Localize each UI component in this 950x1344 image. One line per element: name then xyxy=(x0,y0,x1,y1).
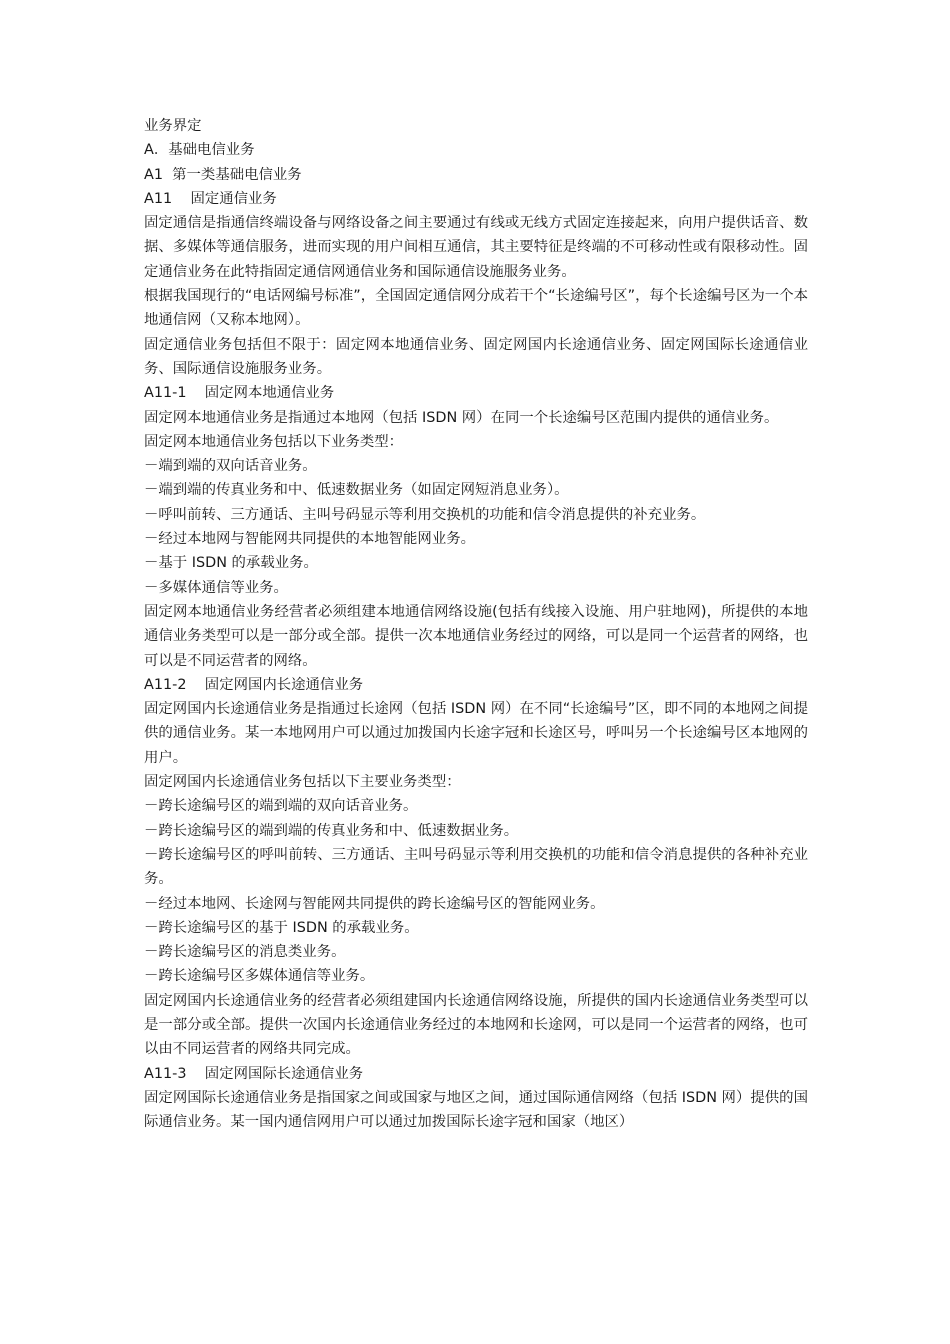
paragraph: 固定网国际长途通信业务是指国家之间或国家与地区之间，通过国际通信网络（包括 ISDN 网）提供的国际通信业务。某一国内通信网用户可以通过加拨国际长途字冠和国家（地区） xyxy=(144,1089,808,1131)
paragraph: 固定网国内长途通信业务包括以下主要业务类型： xyxy=(144,774,461,791)
paragraph: 根据我国现行的“电话网编号标准”，全国固定通信网分成若干个“长途编号区”，每个长途编号区为一个本地通信网（又称本地网）。 xyxy=(144,288,808,329)
list-item: －经过本地网、长途网与智能网共同提供的跨长途编号区的智能网业务。 xyxy=(144,895,605,912)
paragraph: 固定网本地通信业务经营者必须组建本地通信网络设施(包括有线接入设施、用户驻地网)，所提供的本地通信业务类型可以是一部分或全部。提供一次本地通信业务经过的网络，可以是同一个运营者的网络，也可以是不同运营者的网络。 xyxy=(144,603,808,669)
section-heading-a11-3: A11-3 固定网国际长途通信业务 xyxy=(144,1065,364,1082)
list-item: －端到端的双向话音业务。 xyxy=(144,458,317,475)
section-heading-a11-1: A11-1 固定网本地通信业务 xyxy=(144,385,335,402)
list-item: －呼叫前转、三方通话、主叫号码显示等利用交换机的功能和信令消息提供的补充业务。 xyxy=(144,506,706,523)
list-item: －跨长途编号区的消息类业务。 xyxy=(144,944,346,961)
paragraph: 固定通信业务包括但不限于：固定网本地通信业务、固定网国内长途通信业务、固定网国际长途通信业务、国际通信设施服务业务。 xyxy=(144,336,808,377)
section-heading-a11-2: A11-2 固定网国内长途通信业务 xyxy=(144,676,364,693)
list-item: －多媒体通信等业务。 xyxy=(144,579,288,596)
section-heading-a11: A11 固定通信业务 xyxy=(144,190,277,207)
paragraph: 固定网国内长途通信业务的经营者必须组建国内长途通信网络设施，所提供的国内长途通信业务类型可以是一部分或全部。提供一次国内长途通信业务经过的本地网和长途网，可以是同一个运营者的网络，也可以由不同运营者的网络共同完成。 xyxy=(144,992,808,1058)
list-item: －基于 ISDN 的承载业务。 xyxy=(144,555,318,572)
list-item: －跨长途编号区的端到端的双向话音业务。 xyxy=(144,798,418,815)
list-item: －端到端的传真业务和中、低速数据业务（如固定网短消息业务）。 xyxy=(144,482,569,499)
list-item: －跨长途编号区多媒体通信等业务。 xyxy=(144,968,375,985)
document-body xyxy=(144,114,808,1134)
class-heading: A1 第一类基础电信业务 xyxy=(144,166,302,183)
category-heading: A．基础电信业务 xyxy=(144,142,255,159)
document-title: 业务界定 xyxy=(144,118,202,134)
list-item: －跨长途编号区的端到端的传真业务和中、低速数据业务。 xyxy=(144,822,519,839)
list-item: －经过本地网与智能网共同提供的本地智能网业务。 xyxy=(144,531,475,548)
paragraph: 固定网本地通信业务包括以下业务类型： xyxy=(144,433,404,450)
paragraph: 固定网国内长途通信业务是指通过长途网（包括 ISDN 网）在不同“长途编号”区，即不同的本地网之间提供的通信业务。某一本地网用户可以通过加拨国内长途字冠和长途区号，呼叫另一个长途编号区本地网的用户。 xyxy=(144,701,808,766)
paragraph: 固定网本地通信业务是指通过本地网（包括 ISDN 网）在同一个长途编号区范围内提供的通信业务。 xyxy=(144,409,779,426)
list-item: －跨长途编号区的基于 ISDN 的承载业务。 xyxy=(144,919,419,936)
paragraph: 固定通信是指通信终端设备与网络设备之间主要通过有线或无线方式固定连接起来，向用户提供话音、数据、多媒体等通信服务，进而实现的用户间相互通信，其主要特征是终端的不可移动性或有限移动性。固定通信业务在此特指固定通信网通信业务和国际通信设施服务业务。 xyxy=(144,215,808,280)
list-item: －跨长途编号区的呼叫前转、三方通话、主叫号码显示等利用交换机的功能和信令消息提供的各种补充业务。 xyxy=(144,846,808,888)
